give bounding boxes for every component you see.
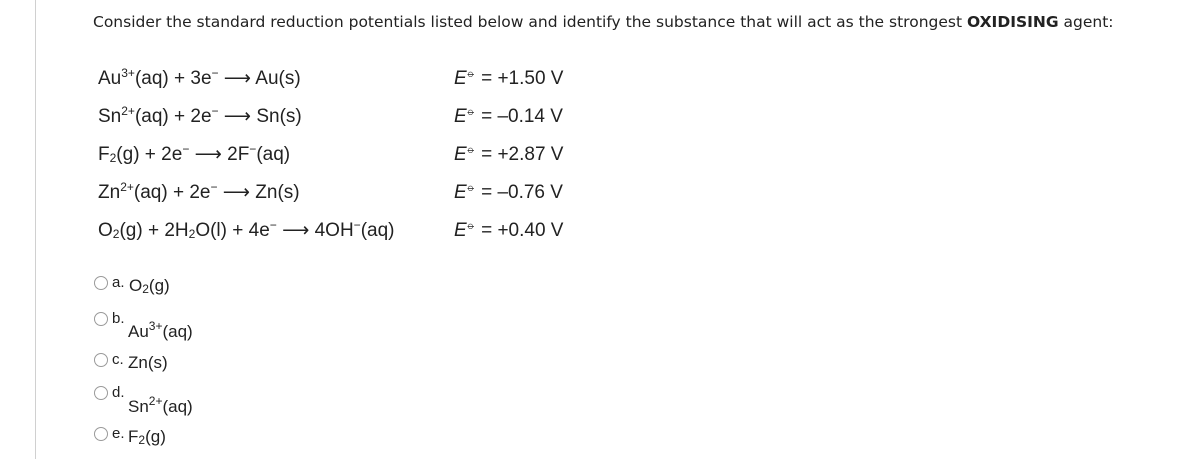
- radio-button[interactable]: [94, 353, 108, 367]
- option-label: $Au^{3+}(aq)$: [128, 319, 193, 341]
- reaction-1: $Au^{3+}(aq) + 3e^-$ ⟶ Au(s): [98, 66, 301, 89]
- option-letter: e.: [112, 425, 125, 442]
- option-letter: a.: [112, 274, 125, 291]
- reaction-2: $Sn^{2+}(aq) + 2e^-$ ⟶ Sn(s): [98, 104, 302, 127]
- option-letter: b.: [112, 310, 125, 327]
- reaction-5: $O_2(g) + 2H_2O(l) + 4e^-$ ⟶ 4OH−(aq): [98, 218, 395, 241]
- reaction-3: $F_2(g) + 2e^-$ ⟶ 2F−(aq): [98, 142, 291, 165]
- question-emphasis: OXIDISING: [966, 13, 1059, 31]
- radio-button[interactable]: [94, 276, 108, 290]
- left-border: [35, 0, 36, 459]
- option-label: $O_2(g)$: [129, 276, 170, 296]
- radio-button[interactable]: [94, 386, 108, 400]
- option-label: $F_2(g)$: [128, 427, 166, 447]
- potential-2: E⦵ = –0.14 V: [454, 104, 563, 127]
- radio-button[interactable]: [94, 427, 108, 441]
- option-label: $Sn^{2+}(aq)$: [128, 394, 193, 416]
- radio-button[interactable]: [94, 312, 108, 326]
- potential-5: E⦵ = +0.40 V: [454, 218, 564, 241]
- option-label: Zn(s): [128, 353, 168, 372]
- potential-4: E⦵ = –0.76 V: [454, 180, 563, 203]
- question-prefix: Consider the standard reduction potentials listed below and identify the substance that will act as the strongest: [93, 13, 967, 31]
- reaction-4: $Zn^{2+}(aq) + 2e^-$ ⟶ Zn(s): [98, 180, 300, 203]
- option-letter: c.: [112, 351, 124, 368]
- potential-3: E⦵ = +2.87 V: [454, 142, 564, 165]
- question-text: [93, 13, 1114, 31]
- question-suffix: agent:: [1058, 13, 1114, 31]
- option-letter: d.: [112, 384, 125, 401]
- potential-1: E⦵ = +1.50 V: [454, 66, 564, 89]
